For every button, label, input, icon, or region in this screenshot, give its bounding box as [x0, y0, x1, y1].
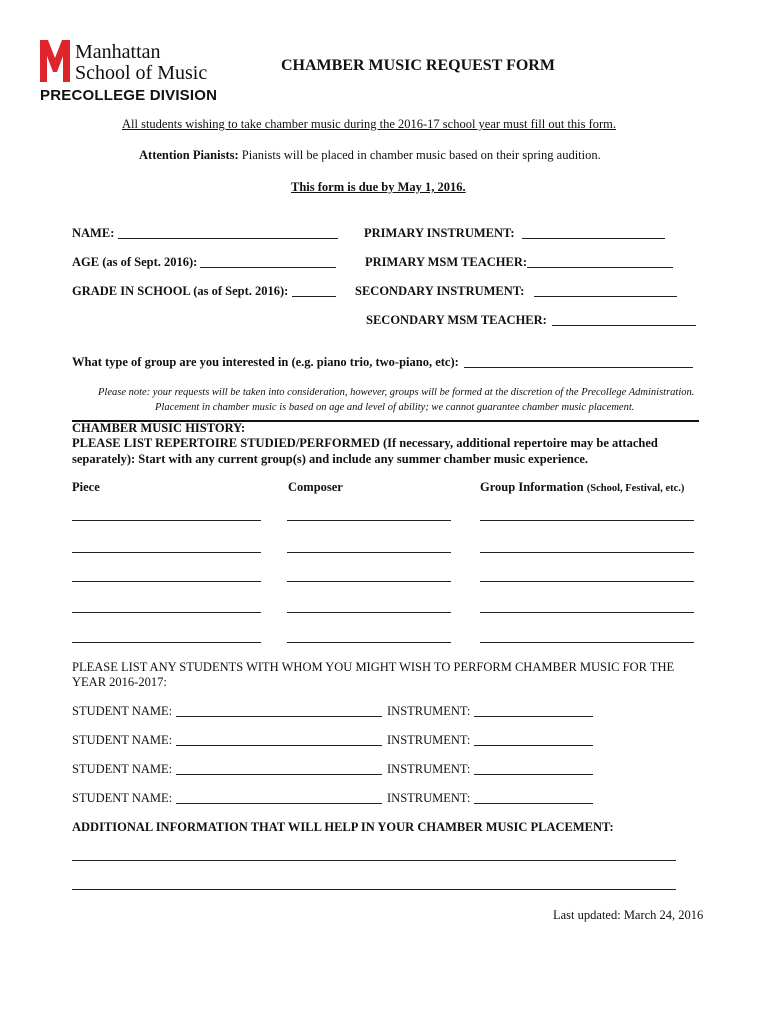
- logo-division: PRECOLLEGE DIVISION: [40, 87, 218, 104]
- name-label: NAME:: [72, 226, 115, 240]
- student-name-label: STUDENT NAME:: [72, 704, 173, 718]
- secondary-instrument-label: SECONDARY INSTRUMENT:: [355, 284, 525, 298]
- student-name-line[interactable]: [176, 774, 382, 775]
- piece-line[interactable]: [72, 612, 261, 613]
- primary-teacher-line[interactable]: [527, 267, 673, 268]
- students-intro-2: YEAR 2016-2017:: [72, 675, 167, 689]
- instrument-label: INSTRUMENT:: [387, 733, 471, 747]
- piece-line[interactable]: [72, 520, 261, 521]
- additional-info-line[interactable]: [72, 889, 676, 890]
- student-name-line[interactable]: [176, 745, 382, 746]
- col-group: [480, 480, 684, 495]
- piece-line[interactable]: [72, 552, 261, 553]
- age-label: AGE (as of Sept. 2016):: [72, 255, 198, 269]
- primary-instrument-line[interactable]: [522, 238, 665, 239]
- col-group-sub: (School, Festival, etc.): [586, 483, 685, 494]
- grade-input-line[interactable]: [292, 296, 336, 297]
- primary-teacher-label: PRIMARY MSM TEACHER:: [365, 255, 528, 269]
- msm-logo-mark: [40, 40, 70, 82]
- note-line-1: Please note: your requests will be taken into consideration, however, groups will be formed at the discretion of the Precollege Administration.: [98, 387, 695, 398]
- instrument-line[interactable]: [474, 716, 593, 717]
- additional-info-line[interactable]: [72, 860, 676, 861]
- page-title: CHAMBER MUSIC REQUEST FORM: [281, 57, 555, 74]
- composer-line[interactable]: [287, 612, 451, 613]
- grade-label: GRADE IN SCHOOL (as of Sept. 2016):: [72, 284, 289, 298]
- history-heading: CHAMBER MUSIC HISTORY:: [72, 421, 246, 435]
- student-name-label: STUDENT NAME:: [72, 791, 173, 805]
- instrument-line[interactable]: [474, 774, 593, 775]
- composer-line[interactable]: [287, 520, 451, 521]
- composer-line[interactable]: [287, 581, 451, 582]
- piece-line[interactable]: [72, 642, 261, 643]
- composer-line[interactable]: [287, 642, 451, 643]
- group-info-line[interactable]: [480, 642, 694, 643]
- col-composer: Composer: [288, 480, 343, 494]
- instrument-line[interactable]: [474, 803, 593, 804]
- logo-line-2: School of Music: [75, 62, 208, 84]
- group-info-line[interactable]: [480, 612, 694, 613]
- group-info-line[interactable]: [480, 581, 694, 582]
- instrument-label: INSTRUMENT:: [387, 791, 471, 805]
- note-line-2: Placement in chamber music is based on age and level of ability; we cannot guarantee chamber music placement.: [155, 402, 635, 413]
- group-type-line[interactable]: [464, 367, 693, 368]
- group-info-line[interactable]: [480, 552, 694, 553]
- instrument-label: INSTRUMENT:: [387, 704, 471, 718]
- last-updated: Last updated: March 24, 2016: [553, 908, 704, 922]
- piece-line[interactable]: [72, 581, 261, 582]
- student-name-label: STUDENT NAME:: [72, 762, 173, 776]
- col-piece: Piece: [72, 480, 100, 494]
- group-type-label: What type of group are you interested in (e.g. piano trio, two-piano, etc):: [72, 355, 459, 369]
- composer-line[interactable]: [287, 552, 451, 553]
- age-input-line[interactable]: [200, 267, 336, 268]
- group-info-line[interactable]: [480, 520, 694, 521]
- student-name-line[interactable]: [176, 803, 382, 804]
- logo-line-1: Manhattan: [75, 41, 161, 63]
- intro-all-students: All students wishing to take chamber music during the 2016-17 school year must fill out this form.: [122, 117, 617, 131]
- attention-label: Attention Pianists:: [139, 148, 239, 162]
- attention-pianists: [139, 148, 601, 163]
- due-date: This form is due by May 1, 2016.: [291, 180, 466, 194]
- attention-text: Pianists will be placed in chamber music based on their spring audition.: [241, 148, 601, 162]
- history-line-2: separately): Start with any current group(s) and include any summer chamber music experience.: [72, 452, 589, 466]
- name-input-line[interactable]: [118, 238, 338, 239]
- student-name-line[interactable]: [176, 716, 382, 717]
- secondary-teacher-line[interactable]: [552, 325, 696, 326]
- student-name-label: STUDENT NAME:: [72, 733, 173, 747]
- instrument-label: INSTRUMENT:: [387, 762, 471, 776]
- secondary-teacher-label: SECONDARY MSM TEACHER:: [366, 313, 547, 327]
- secondary-instrument-line[interactable]: [534, 296, 677, 297]
- instrument-line[interactable]: [474, 745, 593, 746]
- additional-info-label: ADDITIONAL INFORMATION THAT WILL HELP IN YOUR CHAMBER MUSIC PLACEMENT:: [72, 820, 614, 834]
- col-group-label: Group Information: [480, 480, 584, 494]
- history-line-1: PLEASE LIST REPERTOIRE STUDIED/PERFORMED (If necessary, additional repertoire may be attached: [72, 436, 658, 450]
- students-intro-1: PLEASE LIST ANY STUDENTS WITH WHOM YOU MIGHT WISH TO PERFORM CHAMBER MUSIC FOR THE: [72, 660, 675, 674]
- primary-instrument-label: PRIMARY INSTRUMENT:: [364, 226, 515, 240]
